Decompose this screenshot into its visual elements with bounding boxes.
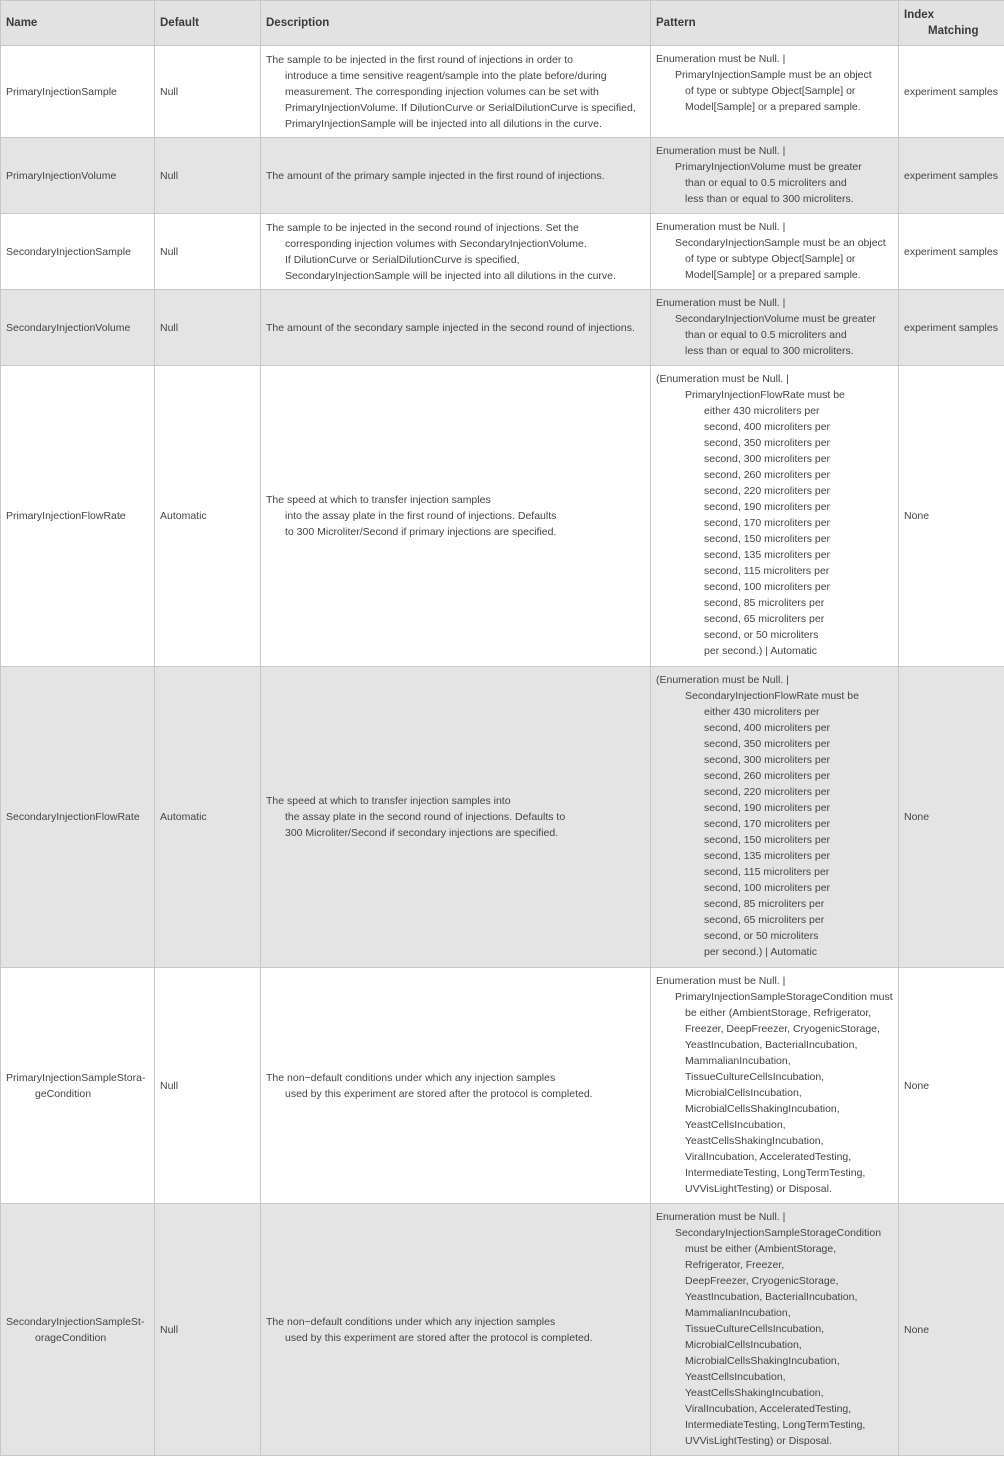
index-matching-value: experiment samples	[899, 290, 1004, 366]
pattern-line: second, 85 microliters per	[704, 898, 825, 910]
default-value: Null	[155, 1204, 261, 1456]
pattern-line: second, 170 microliters per	[704, 517, 831, 529]
pattern-line: second, 350 microliters per	[704, 437, 831, 449]
pattern-line: second, 170 microliters per	[704, 818, 831, 830]
default-value: Null	[155, 46, 261, 138]
pattern-line: YeastCellsIncubation,	[685, 1119, 786, 1131]
option-name-line: geCondition	[35, 1087, 92, 1100]
pattern-cell	[651, 46, 899, 138]
pattern-cell	[651, 968, 899, 1204]
description-line: PrimaryInjectionVolume. If DilutionCurve or SerialDilutionCurve is specified,	[285, 101, 636, 114]
pattern-line: MammalianIncubation,	[685, 1055, 791, 1067]
option-name-cell	[1, 138, 155, 214]
default-value: Null	[155, 138, 261, 214]
pattern-line: second, 190 microliters per	[704, 501, 831, 513]
pattern-line: second, 100 microliters per	[704, 882, 831, 894]
pattern-line: Enumeration must be Null. |	[656, 53, 786, 65]
index-matching-value: None	[899, 366, 1004, 667]
default-value: Automatic	[155, 667, 261, 968]
header-index-matching	[899, 1, 1004, 46]
option-name-cell	[1, 968, 155, 1204]
description-line: introduce a time sensitive reagent/sample into the plate before/during	[285, 69, 607, 82]
option-name-line: orageCondition	[35, 1331, 107, 1344]
pattern-line: MicrobialCellsShakingIncubation,	[685, 1103, 840, 1115]
description-line: The sample to be injected in the second round of injections. Set the	[266, 221, 579, 234]
default-value: Null	[155, 290, 261, 366]
index-matching-value: None	[899, 667, 1004, 968]
option-name-line: SecondaryInjectionFlowRate	[6, 811, 140, 823]
option-name-cell	[1, 290, 155, 366]
pattern-line: second, 400 microliters per	[704, 421, 831, 433]
pattern-line: YeastCellsShakingIncubation,	[685, 1135, 824, 1147]
default-value: Automatic	[155, 366, 261, 667]
description-cell	[261, 214, 651, 290]
pattern-cell	[651, 290, 899, 366]
default-value: Null	[155, 214, 261, 290]
description-line: The sample to be injected in the first round of injections in order to	[266, 53, 574, 66]
pattern-cell	[651, 366, 899, 667]
pattern-line: (Enumeration must be Null. |	[656, 674, 789, 686]
pattern-line: IntermediateTesting, LongTermTesting,	[685, 1167, 866, 1179]
pattern-line: UVVisLightTesting) or Disposal.	[685, 1183, 832, 1195]
pattern-line: less than or equal to 300 microliters.	[685, 193, 854, 205]
pattern-line: second, 220 microliters per	[704, 786, 831, 798]
pattern-line: Freezer, DeepFreezer, CryogenicStorage,	[685, 1023, 880, 1035]
pattern-line: second, 115 microliters per	[704, 866, 830, 878]
table-row	[1, 667, 1004, 968]
pattern-line: Refrigerator, Freezer,	[685, 1259, 785, 1271]
pattern-line: YeastIncubation, BacterialIncubation,	[685, 1291, 858, 1303]
pattern-line: Model[Sample] or a prepared sample.	[685, 269, 861, 281]
index-matching-value: None	[899, 1204, 1004, 1456]
pattern-line: MammalianIncubation,	[685, 1307, 791, 1319]
pattern-line: ViralIncubation, AcceleratedTesting,	[685, 1151, 852, 1163]
description-line: The amount of the primary sample injected in the first round of injections.	[266, 169, 605, 182]
description-cell	[261, 968, 651, 1204]
pattern-line: second, 300 microliters per	[704, 453, 831, 465]
pattern-line: second, 115 microliters per	[704, 565, 830, 577]
pattern-line: MicrobialCellsIncubation,	[685, 1087, 802, 1099]
pattern-line: second, 350 microliters per	[704, 738, 831, 750]
description-line: into the assay plate in the first round of injections. Defaults	[285, 510, 557, 522]
pattern-line: SecondaryInjectionSample must be an object	[675, 237, 886, 249]
description-line: The speed at which to transfer injection samples	[266, 494, 491, 506]
pattern-line: of type or subtype Object[Sample] or	[685, 253, 856, 265]
description-line: The non−default conditions under which any injection samples	[266, 1315, 556, 1328]
option-name-line: SecondaryInjectionVolume	[6, 321, 131, 334]
table-row	[1, 968, 1004, 1204]
pattern-line: second, 100 microliters per	[704, 581, 831, 593]
pattern-line: Enumeration must be Null. |	[656, 221, 786, 233]
description-line: The non−default conditions under which any injection samples	[266, 1071, 556, 1084]
index-matching-value: experiment samples	[899, 46, 1004, 138]
table-row	[1, 290, 1004, 366]
header-default: Default	[155, 1, 261, 46]
description-line: the assay plate in the second round of injections. Defaults to	[285, 811, 566, 823]
pattern-cell	[651, 214, 899, 290]
description-cell	[261, 290, 651, 366]
option-name-line: PrimaryInjectionFlowRate	[6, 510, 126, 522]
pattern-line: Model[Sample] or a prepared sample.	[685, 101, 861, 113]
pattern-line: SecondaryInjectionVolume must be greater	[675, 313, 876, 325]
pattern-line: second, or 50 microliters	[704, 629, 819, 641]
pattern-line: second, 300 microliters per	[704, 754, 831, 766]
option-name-line: PrimaryInjectionSample	[6, 85, 117, 98]
pattern-line: PrimaryInjectionFlowRate must be	[685, 389, 845, 401]
pattern-line: second, 220 microliters per	[704, 485, 831, 497]
pattern-line: second, or 50 microliters	[704, 930, 819, 942]
pattern-line: second, 135 microliters per	[704, 549, 831, 561]
description-cell	[261, 1204, 651, 1456]
pattern-line: second, 135 microliters per	[704, 850, 831, 862]
pattern-line: either 430 microliters per	[704, 405, 820, 417]
description-cell	[261, 667, 651, 968]
description-line: corresponding injection volumes with SecondaryInjectionVolume.	[285, 237, 587, 250]
pattern-line: second, 260 microliters per	[704, 770, 831, 782]
pattern-line: second, 65 microliters per	[704, 914, 825, 926]
pattern-line: IntermediateTesting, LongTermTesting,	[685, 1419, 866, 1431]
pattern-line: second, 190 microliters per	[704, 802, 831, 814]
pattern-line: Enumeration must be Null. |	[656, 1211, 786, 1223]
pattern-line: ViralIncubation, AcceleratedTesting,	[685, 1403, 852, 1415]
pattern-line: Enumeration must be Null. |	[656, 297, 786, 309]
table-body	[1, 46, 1004, 1456]
pattern-line: second, 85 microliters per	[704, 597, 825, 609]
option-name-cell	[1, 214, 155, 290]
pattern-line: than or equal to 0.5 microliters and	[685, 177, 847, 189]
pattern-line: than or equal to 0.5 microliters and	[685, 329, 847, 341]
pattern-line: MicrobialCellsIncubation,	[685, 1339, 802, 1351]
description-line: PrimaryInjectionSample will be injected into all dilutions in the curve.	[285, 117, 602, 130]
pattern-line: YeastIncubation, BacterialIncubation,	[685, 1039, 858, 1051]
table-row	[1, 138, 1004, 214]
pattern-line: Enumeration must be Null. |	[656, 145, 786, 157]
pattern-line: DeepFreezer, CryogenicStorage,	[685, 1275, 839, 1287]
pattern-cell	[651, 138, 899, 214]
pattern-line: per second.) | Automatic	[704, 946, 818, 958]
description-line: used by this experiment are stored after the protocol is completed.	[285, 1087, 593, 1100]
description-cell	[261, 138, 651, 214]
pattern-line: UVVisLightTesting) or Disposal.	[685, 1435, 832, 1447]
description-line: The speed at which to transfer injection samples into	[266, 795, 511, 807]
header-row	[1, 1, 1004, 46]
option-name-cell	[1, 366, 155, 667]
pattern-line: second, 400 microliters per	[704, 722, 831, 734]
pattern-line: PrimaryInjectionVolume must be greater	[675, 161, 862, 173]
pattern-line: less than or equal to 300 microliters.	[685, 345, 854, 357]
index-matching-value: experiment samples	[899, 214, 1004, 290]
pattern-line: second, 260 microliters per	[704, 469, 831, 481]
description-line: to 300 Microliter/Second if primary injections are specified.	[285, 526, 557, 538]
table-row	[1, 214, 1004, 290]
pattern-line: PrimaryInjectionSampleStorageCondition must	[675, 991, 893, 1003]
option-name-line: SecondaryInjectionSampleSt-	[6, 1315, 145, 1328]
pattern-cell	[651, 1204, 899, 1456]
description-cell	[261, 366, 651, 667]
pattern-line: per second.) | Automatic	[704, 645, 818, 657]
description-line: measurement. The corresponding injection volumes can be set with	[285, 85, 599, 98]
header-index-line2: Matching	[928, 25, 979, 37]
pattern-line: SecondaryInjectionFlowRate must be	[685, 690, 859, 702]
pattern-line: either 430 microliters per	[704, 706, 820, 718]
pattern-line: Enumeration must be Null. |	[656, 975, 786, 987]
table-row	[1, 46, 1004, 138]
option-name-line: PrimaryInjectionSampleStora-	[6, 1071, 146, 1084]
description-line: If DilutionCurve or SerialDilutionCurve is specified,	[285, 253, 520, 266]
index-matching-value: experiment samples	[899, 138, 1004, 214]
pattern-line: second, 65 microliters per	[704, 613, 825, 625]
pattern-line: TissueCultureCellsIncubation,	[685, 1323, 825, 1335]
header-name: Name	[1, 1, 155, 46]
description-cell	[261, 46, 651, 138]
option-name-cell	[1, 1204, 155, 1456]
description-line: SecondaryInjectionSample will be injected into all dilutions in the curve.	[285, 269, 616, 282]
option-name-line: PrimaryInjectionVolume	[6, 169, 117, 182]
pattern-line: YeastCellsIncubation,	[685, 1371, 786, 1383]
pattern-line: YeastCellsShakingIncubation,	[685, 1387, 824, 1399]
option-name-cell	[1, 667, 155, 968]
table-row	[1, 1204, 1004, 1456]
pattern-line: be either (AmbientStorage, Refrigerator,	[685, 1007, 872, 1019]
option-name-cell	[1, 46, 155, 138]
pattern-cell	[651, 667, 899, 968]
pattern-line: of type or subtype Object[Sample] or	[685, 85, 856, 97]
pattern-line: SecondaryInjectionSampleStorageCondition	[675, 1227, 882, 1239]
pattern-line: (Enumeration must be Null. |	[656, 373, 789, 385]
pattern-line: must be either (AmbientStorage,	[685, 1243, 837, 1255]
default-value: Null	[155, 968, 261, 1204]
pattern-line: second, 150 microliters per	[704, 834, 831, 846]
description-line: used by this experiment are stored after the protocol is completed.	[285, 1331, 593, 1344]
description-line: The amount of the secondary sample injected in the second round of injections.	[266, 321, 635, 334]
header-pattern: Pattern	[651, 1, 899, 46]
pattern-line: second, 150 microliters per	[704, 533, 831, 545]
header-index-line1: Index	[904, 9, 935, 21]
header-description: Description	[261, 1, 651, 46]
pattern-line: TissueCultureCellsIncubation,	[685, 1071, 825, 1083]
option-name-line: SecondaryInjectionSample	[6, 245, 131, 258]
description-line: 300 Microliter/Second if secondary injections are specified.	[285, 827, 559, 839]
table-row	[1, 366, 1004, 667]
index-matching-value: None	[899, 968, 1004, 1204]
pattern-line: MicrobialCellsShakingIncubation,	[685, 1355, 840, 1367]
pattern-line: PrimaryInjectionSample must be an object	[675, 69, 872, 81]
